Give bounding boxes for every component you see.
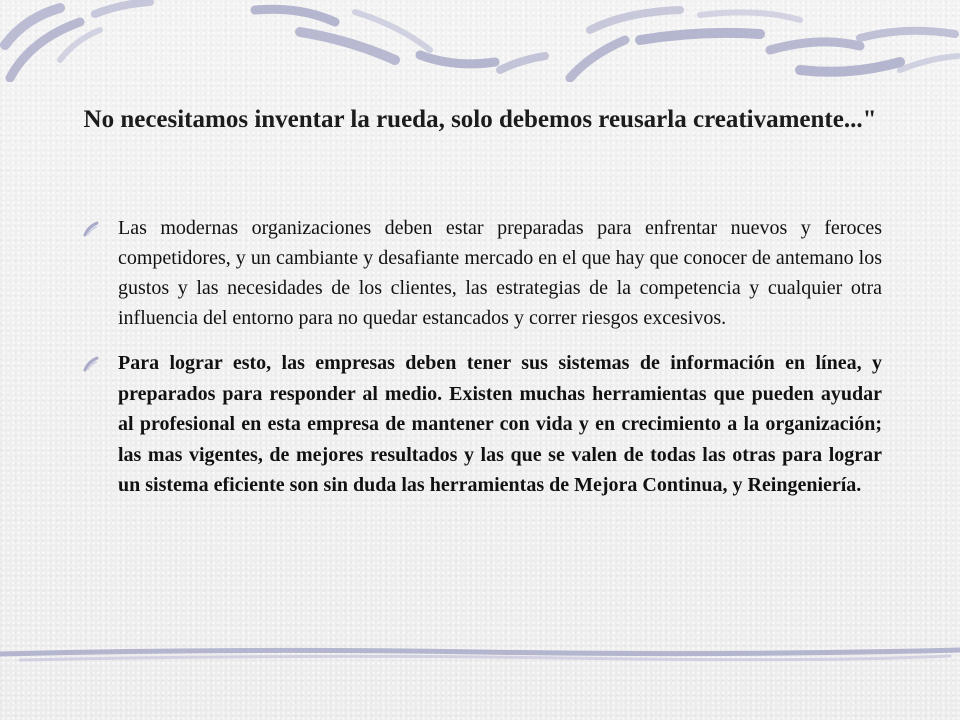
brush-stroke-border-icon <box>0 0 960 82</box>
bullet-text-1: Las modernas organizaciones deben estar preparadas para enfrentar nuevos y feroces competidores, y un cambiante y desafiante mercado en el que hay que conocer de antemano los gustos y las necesidades de los clientes, las estrategias de la competencia y cualquier otra influencia del entorno para no quedar estancados y correr riesgos excesivos. <box>118 217 882 329</box>
bullet-item-2 <box>80 348 882 501</box>
slide-title: No necesitamos inventar la rueda, solo debemos reusarla creativamente..." <box>83 106 877 133</box>
brush-stroke-bullet-icon <box>82 221 100 237</box>
bullet-list <box>80 213 882 516</box>
brush-stroke-bullet-icon <box>82 356 100 372</box>
brush-stroke-divider-icon <box>0 640 960 670</box>
bullet-item-1 <box>80 213 882 333</box>
bullet-text-2: Para lograr esto, las empresas deben tener sus sistemas de información en línea, y preparados para responder al medio. Existen muchas herramientas que pueden ayudar al profesional en esta empresa de mantener con vida y en crecimiento a la organización; las mas vigentes, de mejores resultados y las que se valen de todas las otras para lograr un sistema eficiente son sin duda las herramientas de Mejora Continua, y Reingeniería. <box>118 352 882 497</box>
